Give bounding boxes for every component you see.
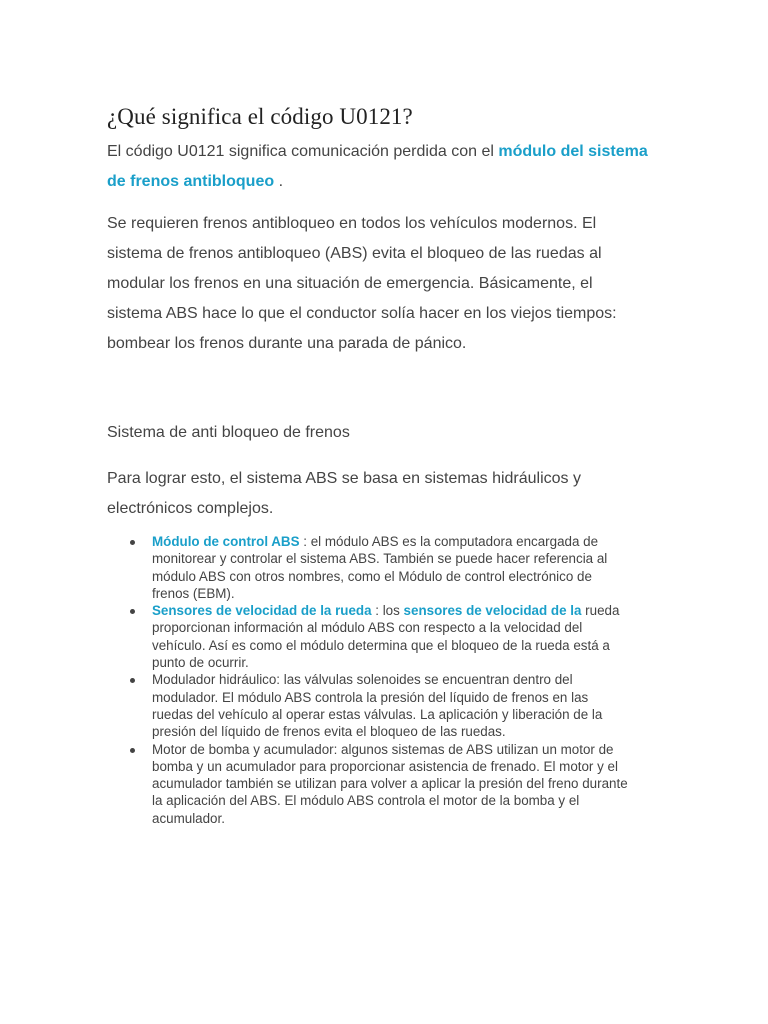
bullet-icon (130, 678, 135, 683)
list-item (152, 741, 632, 827)
abs-description-paragraph: Se requieren frenos antibloqueo en todos los vehículos modernos. El sistema de frenos antibloqueo (ABS) evita el bloqueo de las ruedas al modular los frenos en una situación de emergencia. Básicamente, el sistema ABS hace lo que el conductor solía hacer en los viejos tiempos: bombear los frenos durante una parada de pánico. (107, 215, 617, 352)
bullet-icon (130, 748, 135, 753)
systems-paragraph: Para lograr esto, el sistema ABS se basa en sistemas hidráulicos y electrónicos complejos. (107, 470, 581, 517)
list-item-text: Motor de bomba y acumulador: algunos sistemas de ABS utilizan un motor de bomba y un acumulador para proporcionar asistencia de frenado. El motor y el acumulador también se utilizan para volver a aplicar la presión del freno durante la aplicación del ABS. El módulo ABS controla el motor de la bomba y el acumulador. (152, 741, 628, 826)
intro-paragraph (107, 137, 667, 197)
list-item-text: : el módulo ABS es la computadora encargada de monitorear y controlar el sistema ABS. También se puede hacer referencia al módulo ABS con otros nombres, como el Módulo de control electrónico de frenos (EBM). (152, 534, 608, 601)
speed-sensors-link[interactable]: sensores de velocidad de la (403, 603, 582, 619)
page-title: ¿Qué significa el código U0121? (107, 104, 413, 129)
list-item (152, 671, 632, 740)
list-item-text: Modulador hidráulico: las válvulas solenoides se encuentran dentro del modulador. El módulo ABS controla la presión del líquido de frenos en las ruedas del vehículo al operar estas válvulas. La aplicación y liberación de la presión del líquido de frenos evita el bloqueo de las ruedas. (152, 672, 603, 740)
bullet-icon (130, 609, 135, 614)
list-item (152, 533, 632, 602)
list-item (152, 602, 632, 671)
intro-text: El código U0121 significa comunicación perdida con el (107, 143, 494, 160)
list-item-text: : los (371, 603, 404, 619)
abs-components-list (152, 533, 632, 827)
intro-period: . (278, 173, 284, 190)
abs-module-link[interactable]: módulo del sistema de frenos antibloqueo (107, 143, 648, 190)
list-item-text: rueda proporcionan información al módulo ABS con respecto a la velocidad del vehículo. Así es como el módulo determina que el bloqueo de la rueda está a punto de ocurrir. (152, 603, 620, 671)
section-subheading: Sistema de anti bloqueo de frenos (107, 424, 350, 441)
control-module-link[interactable]: Módulo de control ABS (152, 534, 300, 549)
wheel-speed-sensors-link[interactable]: Sensores de velocidad de la rueda (152, 603, 372, 619)
bullet-icon (130, 540, 135, 545)
